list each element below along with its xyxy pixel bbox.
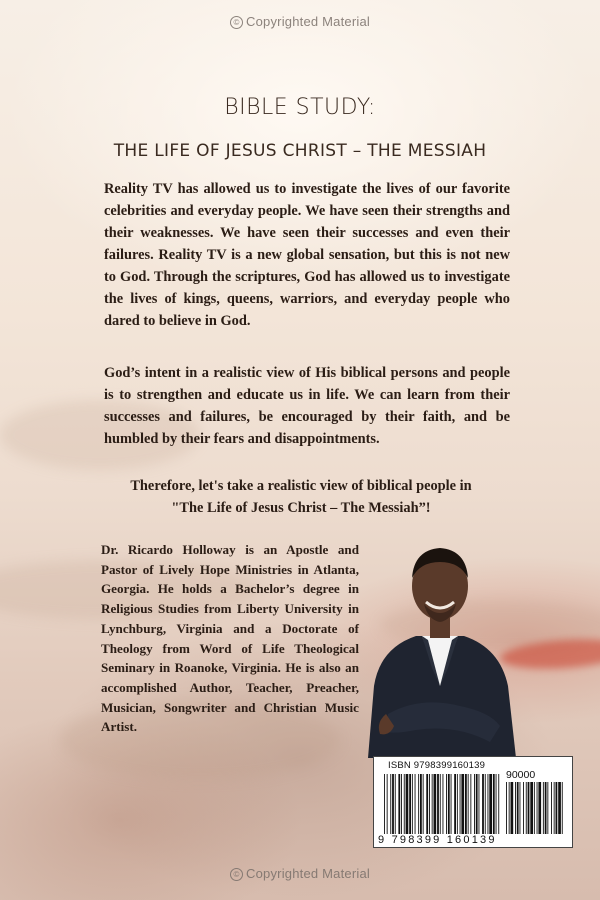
barcode-bars — [384, 774, 500, 834]
watermark-top — [0, 14, 600, 29]
barcode-digits: 9 798399 160139 — [378, 834, 497, 846]
copyright-icon: © — [230, 868, 243, 881]
price-code: 90000 — [506, 769, 536, 781]
watermark-bottom — [0, 866, 600, 881]
closing-line-2: "The Life of Jesus Christ – The Messiah”! — [171, 500, 431, 516]
author-photo — [360, 536, 520, 758]
watermark-text: Copyrighted Material — [246, 14, 370, 29]
barcode-supplement-bars — [506, 782, 564, 834]
isbn-label: ISBN 9798399160139 — [388, 760, 486, 771]
description-paragraph-2: God’s intent in a realistic view of His biblical persons and people is to strengthen and educate us in life. We can learn from their successes and failures, be encouraged by their faith, and be humbled by their fears and disappointments. — [104, 365, 510, 447]
description-paragraph-1: Reality TV has allowed us to investigate the lives of our favorite celebrities and everyday people. We have seen their strengths and their weaknesses. We have seen their successes and even their failures. Reality TV is a new global sensation, but this is not new to God. Through the scriptures, God has allowed us to investigate the lives of kings, queens, warriors, and everyday people who dared to believe in God. — [104, 181, 510, 329]
author-bio: Dr. Ricardo Holloway is an Apostle and Pastor of Lively Hope Ministries in Atlanta, Georgia. He holds a Bachelor’s degree in Religious Studies from Liberty University in Lynchburg, Virginia and a Doctorate of Theology from Word of Life Theological Seminary in Roanoke, Virginia. He is also an accomplished Author, Teacher, Preacher, Musician, Songwriter and Christian Music Artist. — [101, 542, 359, 735]
book-title: BIBLE STUDY: — [224, 95, 376, 120]
isbn-barcode — [373, 756, 573, 848]
closing-statement — [96, 475, 506, 519]
closing-line-1: Therefore, let's take a realistic view of biblical people in — [130, 478, 472, 494]
copyright-icon: © — [230, 16, 243, 29]
watermark-text: Copyrighted Material — [246, 866, 370, 881]
book-subtitle: THE LIFE OF JESUS CHRIST – THE MESSIAH — [113, 141, 487, 161]
